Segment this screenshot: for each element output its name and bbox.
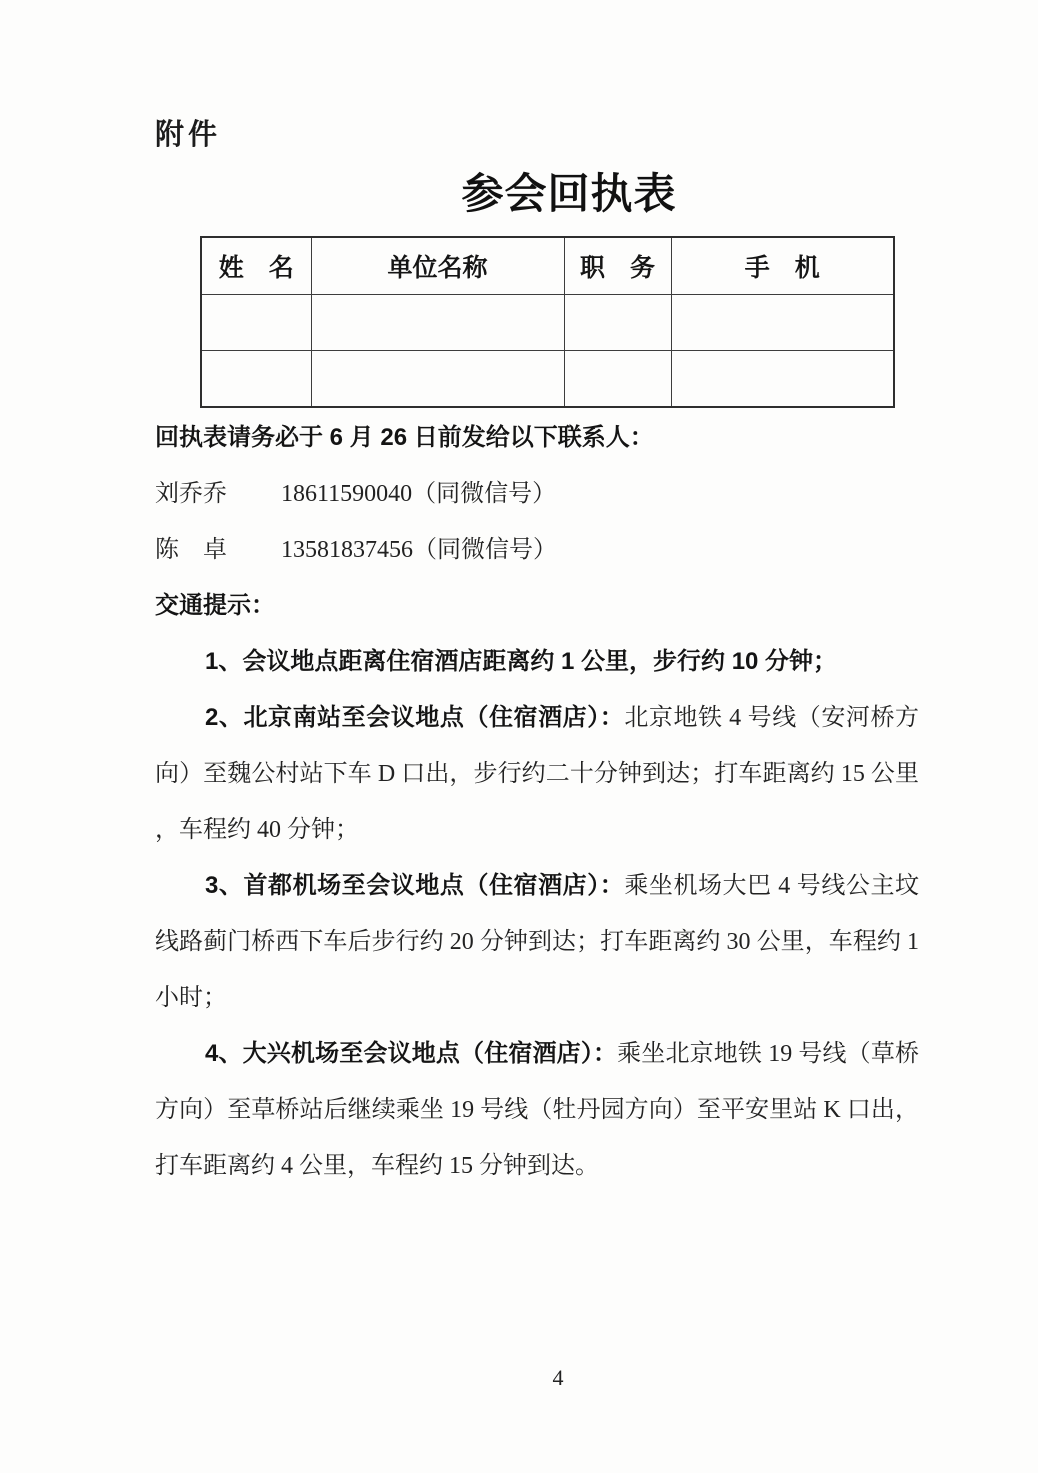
contact-phone: 18611590040 xyxy=(281,481,413,507)
col-header-mobile: 手 机 xyxy=(671,237,894,295)
document-body xyxy=(155,410,919,1194)
table-header-row xyxy=(201,237,894,295)
traffic-tips-heading: 交通提示： xyxy=(155,592,275,619)
table-cell-mobile xyxy=(671,351,894,408)
table-cell-organization xyxy=(311,351,564,408)
col-header-organization: 单位名称 xyxy=(311,237,564,295)
traffic-tip-2 xyxy=(155,690,919,858)
contact-name: 刘乔乔 xyxy=(155,481,227,507)
tip-lead: 3、首都机场至会议地点（住宿酒店）： xyxy=(205,872,625,899)
reply-table xyxy=(200,236,895,408)
deadline-note: 回执表请务必于 6 月 26 日前发给以下联系人： xyxy=(155,424,654,451)
traffic-tip-1 xyxy=(155,634,919,690)
contact-phone-note: （同微信号） xyxy=(412,481,557,507)
contact-phone-note: （同微信号） xyxy=(413,537,557,563)
table-cell-position xyxy=(564,295,671,351)
contact-row-chen xyxy=(155,522,919,578)
tip-body: 北京地铁 4 号线（安河桥方向）至魏公村站下车 D 口出，步行约二十分钟到达；打车距离约 15 公里，车程约 40 分钟； xyxy=(155,705,919,843)
col-header-name: 姓 名 xyxy=(201,237,311,295)
attachment-label: 附件 xyxy=(155,119,222,151)
tip-lead: 2、北京南站至会议地点（住宿酒店）： xyxy=(205,704,625,731)
traffic-tip-3 xyxy=(155,858,919,1026)
tip-body: 乘坐北京地铁 19 号线（草桥方向）至草桥站后继续乘坐 19 号线（牡丹园方向）至平安里站 K 口出，打车距离约 4 公里，车程约 15 分钟到达。 xyxy=(155,1041,919,1179)
contact-phone: 13581837456 xyxy=(281,537,413,563)
contact-name: 陈 卓 xyxy=(155,537,227,563)
page-number: 4 xyxy=(552,1365,564,1390)
page-title: 参会回执表 xyxy=(461,170,677,217)
table-cell-name xyxy=(201,351,311,408)
table-cell-name xyxy=(201,295,311,351)
tip-lead: 4、大兴机场至会议地点（住宿酒店）： xyxy=(205,1040,618,1067)
table-cell-mobile xyxy=(671,295,894,351)
traffic-tip-4 xyxy=(155,1026,919,1194)
tip-lead: 1、会议地点距离住宿酒店距离约 1 公里，步行约 10 分钟； xyxy=(205,648,838,675)
table-row xyxy=(201,351,894,408)
col-header-position: 职 务 xyxy=(564,237,671,295)
tip-body: 乘坐机场大巴 4 号线公主坟线路蓟门桥西下车后步行约 20 分钟到达；打车距离约 30 公里，车程约 1 小时； xyxy=(155,873,919,1011)
table-cell-position xyxy=(564,351,671,408)
contact-row-liu xyxy=(155,466,919,522)
table-cell-organization xyxy=(311,295,564,351)
table-row xyxy=(201,295,894,351)
